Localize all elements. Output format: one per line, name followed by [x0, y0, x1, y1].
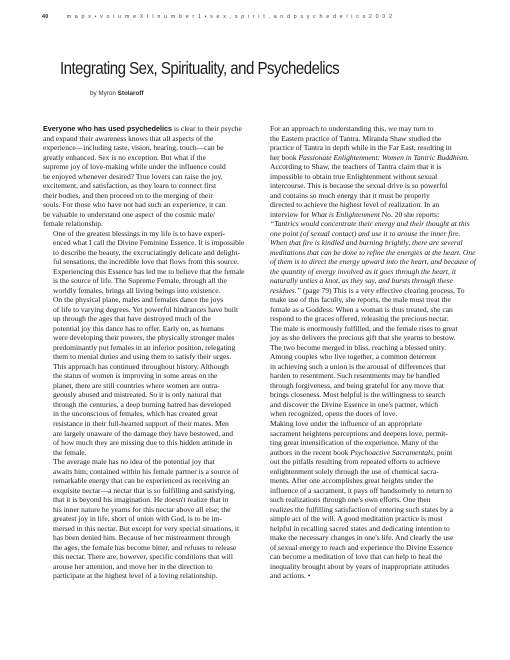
text-line: brings closeness. Most helpful is the willingness to search: [270, 390, 446, 400]
text-line: his inner nature he yearns for this nectar above all else; the: [53, 504, 231, 514]
text-line: ting great intensification of the experience. Many of the: [270, 438, 439, 448]
text-line: harden to resentment. Such resentments may be handled: [270, 371, 440, 381]
text-line: up through the ages that have destroyed much of the: [53, 314, 211, 324]
text-line: influence of a sacrament, it pays off handsomely to return to: [270, 485, 452, 495]
text-line: One of the greatest blessings in my life is to have experi-: [53, 228, 226, 238]
paragraph-sacrament: [260, 419, 468, 581]
text-line: residues.” (page 79) This is a very effective clearing process. To: [270, 285, 465, 295]
text-line: This approach has continued throughout history. Although: [53, 361, 229, 371]
text-line: excitement, and satisfaction, as they learn to connect first: [43, 181, 217, 191]
text-line: to describe the beauty, the excruciatingly delicate and delight-: [53, 247, 241, 257]
text-line: be valuable to understand one aspect of the cosmic male/: [43, 209, 216, 219]
text-line: The male is enormously fulfilled, and the female rises to great: [270, 323, 458, 333]
text-line: impossible to obtain true Enlightenment without sexual: [270, 171, 438, 181]
text-line: the status of women is improving in some areas on the: [53, 371, 218, 381]
text-line: and contains so much energy that it must be properly: [270, 190, 430, 200]
text-line: directed to achieve the highest level of realization. In an: [270, 200, 440, 210]
text-line: female as a Goddess. When a woman is thus treated, she can: [270, 304, 453, 314]
text-line: and actions. •: [270, 571, 311, 581]
text-line: planet, there are still countries where women are outra-: [53, 380, 220, 390]
text-line: “Tantrics would concentrate their energy and their thought at this: [270, 219, 470, 229]
text-line: joy as she delivers the precious gift that she yearns to bestow.: [270, 333, 456, 343]
right-column: [260, 124, 476, 581]
text-line: When that fire is kindled and burning brightly, there are several: [270, 238, 463, 248]
text-line: souls. For those who have not had such an experience, it can: [43, 200, 226, 210]
text-line: them to menial duties and using them to satisfy their urges.: [53, 352, 232, 362]
text-line: The two become merged in bliss, reaching a blessed unity.: [270, 342, 447, 352]
left-column: [43, 124, 249, 581]
text-line: through forgiveness, and being grateful for any move that: [270, 380, 445, 390]
author-surname: Stolaroff: [117, 90, 144, 97]
text-line: experience—including taste, vision, hearing, touch—can be: [43, 143, 224, 153]
text-line: worldly females, brings all living beings into existence.: [53, 285, 221, 295]
text-line: can become a meditation of love that can help to heal the: [270, 552, 443, 562]
article-title: Integrating Sex, Spirituality, and Psychedelics: [60, 58, 340, 78]
text-line: has been denied him. Because of her mistreatment through: [53, 533, 231, 543]
text-line: and expand their awareness knows that all aspects of the: [43, 133, 214, 143]
text-line: Among couples who live together, a common deterrent: [270, 352, 437, 362]
running-title: m a p s • v o l u m e X I I n u m b e r 1 • s e x , s p i r i t , a n d p s y c h e d e l i c s 2 0 0 2: [66, 14, 394, 20]
text-line: On the physical plane, males and females dance the joys: [53, 295, 224, 305]
text-line: participate at the highest level of a loving relationship.: [53, 571, 218, 581]
text-line: greatly enhanced. Sex is no exception. But what if the: [43, 152, 206, 162]
quote-end: residues.”: [270, 285, 301, 295]
magazine-title: What is Enlightenment: [311, 209, 380, 219]
text-line: their bodies, and then proceed on to the merging of their: [43, 190, 213, 200]
text-line: According to Shaw, the teachers of Tantra claim that it is: [270, 162, 442, 172]
text-line: intercourse. This is because the sexual drive is so powerful: [270, 181, 448, 191]
paragraph-average-male: [43, 457, 249, 581]
text-line: remarkable energy that can be experienced as receiving an: [53, 476, 230, 486]
book-title: Passionate Enlightenment: Women in Tantric Buddhism.: [298, 152, 470, 162]
text-line: For an approach to understanding this, we may turn to: [270, 124, 434, 133]
text-line: enlightenment solely through the use of chemical sacra-: [270, 466, 439, 476]
text-line: Experiencing this Essence has led me to believe that the female: [53, 266, 245, 276]
text-line: out the pitfalls resulting from repeated efforts to achieve: [270, 457, 441, 467]
text-line: make the necessary changes in one's life. And clearly the use: [270, 533, 454, 543]
paragraph-intro: [43, 124, 249, 229]
text-line: inequality brought about by years of inappropriate attitudes: [270, 561, 450, 571]
text-line: Everyone who has used psychedelics is clear to their psyche: [43, 124, 242, 133]
text-line: arouse her attention, and move her in the direction to: [53, 561, 213, 571]
text-line: practice of Tantra in depth while in the Far East, resulting in: [270, 143, 452, 153]
text-line: female relationship.: [43, 219, 103, 229]
text-line: The average male has no idea of the potential joy that: [53, 457, 215, 467]
paragraph-couples: [260, 352, 468, 419]
text-line: awaits him; contained within his female partner is a source of: [53, 466, 239, 476]
text-line: of them is to direct the energy upward into the heart, and because of: [270, 257, 476, 267]
byline: [90, 90, 144, 97]
book-title: Psychoactive Sacramentals: [350, 447, 434, 457]
text-line: of how much they are missing due to this hidden attitude in: [53, 438, 233, 448]
text-line: is the source of life. The Supreme Female, through all the: [53, 276, 227, 286]
text-line: helpful in recalling sacred states and dedicating intention to: [270, 523, 450, 533]
text-line: meditations that can be done to refine the energies at the heart. One: [270, 247, 476, 257]
paragraph-divine-feminine: [43, 229, 249, 296]
text-line: that it is beyond his imagination. He doesn't realize that in: [53, 495, 229, 505]
paragraph-physical-plane: [43, 295, 249, 457]
text-line: of life to varying degrees. Yet powerful hindrances have built: [53, 304, 239, 314]
text-line: the female.: [53, 447, 87, 457]
lead-in: Everyone who has used psychedelics: [43, 124, 173, 133]
text-line: one point (of sexual contact) and use it to arouse the inner fire.: [270, 228, 461, 238]
text-line: respond to the graces offered, releasing the precious nectar.: [270, 314, 449, 324]
text-line: resistance in their full-hearted support of their mates. Men: [53, 418, 229, 428]
text-line: be enjoyed whenever desired? True lovers can raise the joy,: [43, 171, 223, 181]
text-line: authors in the recent book Psychoactive Sacramentals, point: [270, 447, 453, 457]
text-line: enced what I call the Divine Feminine Essence. It is impossible: [53, 238, 245, 248]
text-line: exquisite nectar—a nectar that is so fulfilling and satisfying,: [53, 485, 236, 495]
running-header: [42, 14, 482, 20]
page-number: 40: [42, 14, 49, 20]
text-line: realizes the fulfilling satisfaction of entering such states by a: [270, 504, 453, 514]
text-line: are largely unaware of the damage they have bestowed, and: [53, 428, 234, 438]
text-line: in the unconscious of females, which has created great: [53, 409, 218, 419]
text-line: the quantity of energy involved as it goes through the heart, it: [270, 266, 456, 276]
paragraph-tantra: [260, 124, 476, 352]
text-line: geously abused and mistreated. So it is only natural that: [53, 390, 222, 400]
text-line: simple act of the will. A good meditation practice is most: [270, 514, 443, 524]
text-line: interview for What is Enlightenment No. 20 she reports:: [270, 209, 440, 219]
text-line: in achieving such a union is the arousal of differences that: [270, 361, 446, 371]
text-line: make use of this faculty, she reports, the male must treat the: [270, 295, 451, 305]
byline-prefix: by Myron: [90, 90, 116, 97]
text-line: mersed in this nectar. But except for very special situations, it: [53, 523, 240, 533]
text-line: greatest joy in life, short of union with God, is to be im-: [53, 514, 222, 524]
text-line: the Eastern practice of Tantra. Miranda Shaw studied the: [270, 133, 442, 143]
text-line: naturally unties a knot, as they say, and bursts through these: [270, 276, 453, 286]
text-line: and discover the Divine Essence in one's partner, which: [270, 399, 439, 409]
text-line: ments. After one accomplishes great heights under the: [270, 476, 434, 486]
text-line: this nectar. There are, however, specific conditions that will: [53, 552, 233, 562]
text-line: her book Passionate Enlightenment: Women in Tantric Buddhism.: [270, 152, 470, 162]
text-line: predominantly put females in an inferior position, relegating: [53, 342, 236, 352]
text-line: potential joy this dance has to offer. Early on, as humans: [53, 323, 224, 333]
text-line: through the centuries, a deep burning hatred has developed: [53, 399, 231, 409]
text-line: ful sensations, the incredible love that flows from this source.: [53, 257, 239, 267]
text-line: were developing their powers, the physically stronger males: [53, 333, 235, 343]
text-line: the ages, the female has become bitter, and refuses to release: [53, 542, 237, 552]
text-line: of sexual energy to reach and experience the Divine Essence: [270, 542, 453, 552]
text-line: supreme joy of love-making while under the influence could: [43, 162, 226, 172]
text-line: when recognized, opens the doors of love.: [270, 409, 398, 419]
text-line: Making love under the influence of an appropriate: [270, 418, 422, 428]
text-line: sacrament heightens perceptions and deepens love, permit-: [270, 428, 448, 438]
text-line: such realizations through one's own efforts. One then: [270, 495, 431, 505]
